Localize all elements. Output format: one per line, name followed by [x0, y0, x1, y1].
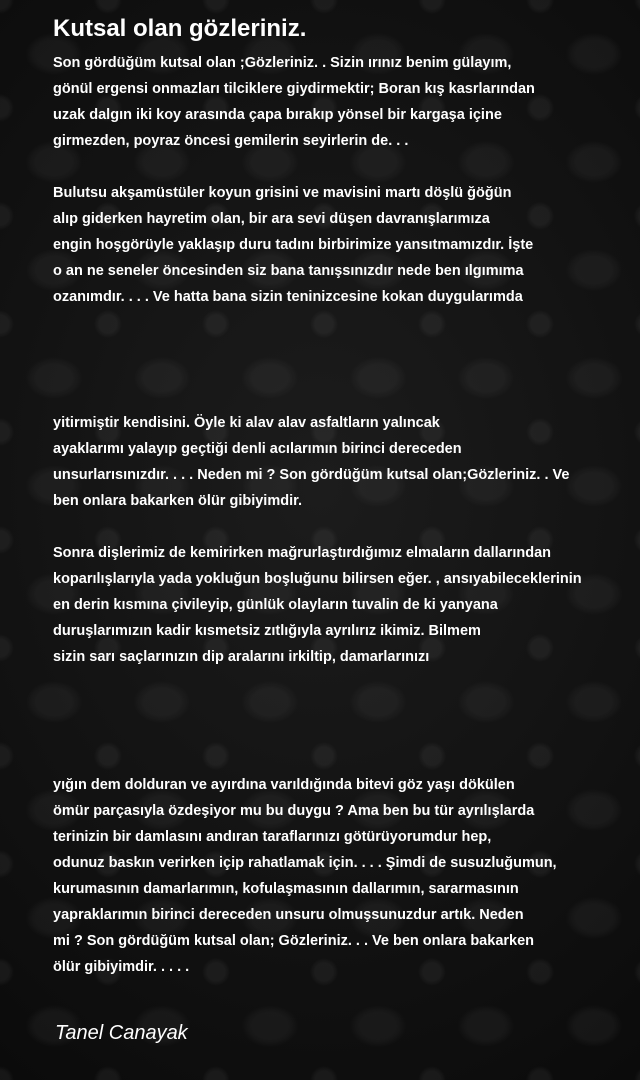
stanza-3: [53, 410, 569, 514]
poem-line: sizin sarı saçlarınızın dip aralarını irkiltip, damarlarınızı: [53, 649, 430, 665]
poem-line: odunuz baskın verirken içip rahatlamak için. . . . Şimdi de susuzluğumun,: [53, 855, 557, 871]
poem-line: unsurlarısınızdır. . . . Neden mi ? Son gördüğüm kutsal olan;Gözleriniz. . Ve: [53, 467, 570, 483]
poem-line: ben onlara bakarken ölür gibiyimdir.: [53, 493, 302, 509]
poem-line: uzak dalgın iki koy arasında çapa bırakıp yönsel bir kargaşa içine: [53, 107, 502, 123]
poem-line: girmezden, poyraz öncesi gemilerin seyirlerin de. . .: [53, 133, 409, 149]
stanza-5: [53, 772, 557, 980]
poem-line: en derin kısmına çivileyip, günlük olayların tuvalin de ki yanyana: [53, 597, 498, 613]
stanza-2: [53, 180, 533, 310]
poem-line: gönül ergensi onmazları tilciklere giydirmektir; Boran kış kasrlarından: [53, 81, 535, 97]
poem-line: duruşlarımızın kadir kısmetsiz zıtlığıyla ayrılırız ikimiz. Bilmem: [53, 623, 481, 639]
poem-line: ayaklarımı yalayıp geçtiği denli acılarımın birinci dereceden: [53, 441, 462, 457]
poem-line: ömür parçasıyla özdeşiyor mu bu duygu ? Ama ben bu tür ayrılışlarda: [53, 803, 535, 819]
poem-line: kurumasının damarlarımın, kofulaşmasının dallarımın, sararmasının: [53, 881, 519, 897]
poem-line: yapraklarımın birinci dereceden unsuru olmuşsunuzdur artık. Neden: [53, 907, 524, 923]
poem-line: Sonra dişlerimiz de kemirirken mağrurlaştırdığımız elmaların dallarından: [53, 545, 551, 561]
poem-line: engin hoşgörüyle yaklaşıp duru tadını birbirimize yansıtmamızdır. İşte: [53, 237, 534, 253]
author-name: Tanel Canayak: [55, 1022, 188, 1044]
poem-line: Bulutsu akşamüstüler koyun grisini ve mavisini martı döşlü ğöğün: [53, 185, 512, 201]
poem-line: alıp giderken hayretim olan, bir ara sevi düşen davranışlarımıza: [53, 211, 490, 227]
poem-title: Kutsal olan gözleriniz.: [53, 15, 307, 42]
poem-line: ozanımdır. . . . Ve hatta bana sizin teninizcesine kokan duygularımda: [53, 289, 523, 305]
poem-line: terinizin bir damlasını andıran taraflarınızı götürüyorumdur hep,: [53, 829, 492, 845]
poem-line: yığın dem dolduran ve ayırdına varıldığında bitevi göz yaşı dökülen: [53, 777, 515, 793]
poem-line: yitirmiştir kendisini. Öyle ki alav alav asfaltların yalıncak: [53, 415, 440, 431]
stanza-1: [53, 50, 535, 154]
poem-line: koparılışlarıyla yada yokluğun boşluğunu bilirsen eğer. , ansıyabileceklerinin: [53, 571, 582, 587]
poem-line: Son gördüğüm kutsal olan ;Gözleriniz. . Sizin ırınız benim gülayım,: [53, 55, 512, 71]
poem-line: ölür gibiyimdir. . . . .: [53, 959, 190, 975]
poem-line: mi ? Son gördüğüm kutsal olan; Gözleriniz. . . Ve ben onlara bakarken: [53, 933, 535, 949]
stanza-4: [53, 540, 582, 670]
poem-line: o an ne seneler öncesinden siz bana tanışsınızdır nede ben ılgımıma: [53, 263, 524, 279]
